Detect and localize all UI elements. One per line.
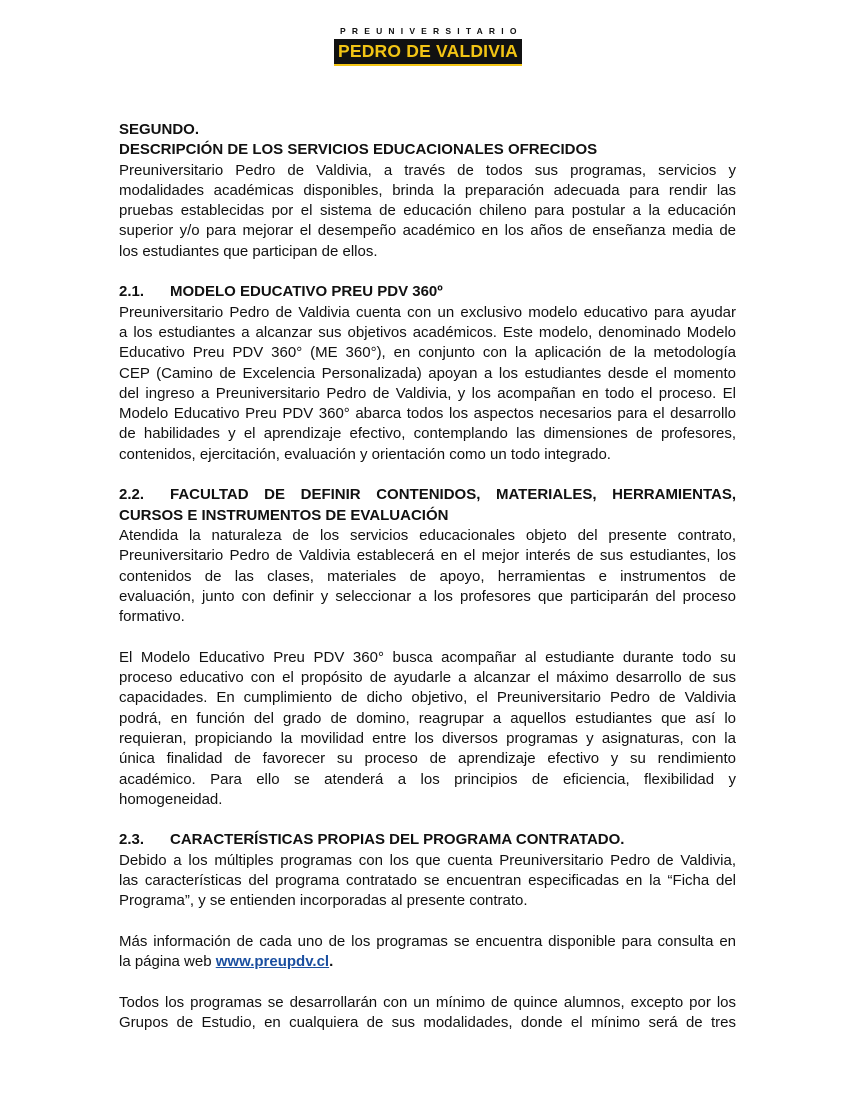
more-info-line-2: la página web www.preupdv.cl.	[119, 953, 334, 971]
heading-2-2: 2.2. FACULTAD DE DEFINIR CONTENIDOS, MATERIALES, HERRAMIENTAS,	[119, 486, 736, 504]
text-line: modalidades académicas disponibles, brinda la preparación adecuada para rendir las	[119, 181, 736, 199]
heading-2-3: 2.3. CARACTERÍSTICAS PROPIAS DEL PROGRAMA CONTRATADO.	[119, 831, 625, 849]
paragraph-todos	[119, 993, 736, 1034]
text-line: Programa”, y se entienden incorporadas al presente contrato.	[119, 892, 528, 910]
text-line: académico. Para ello se atenderá a los principios de eficiencia, flexibilidad y	[119, 770, 736, 788]
text-line: CEP (Camino de Excelencia Personalizada) apoyan a los estudiantes desde el momento	[119, 364, 736, 382]
text-line: podrá, en función del grado de domino, reagrupar a aquellos estudiantes que así lo	[119, 709, 736, 727]
paragraph-2-2	[119, 526, 736, 627]
more-info-line: Más información de cada uno de los programas se encuentra disponible para consulta en	[119, 932, 736, 950]
text-line: Preuniversitario Pedro de Valdivia establecerá en el mejor interés de sus estudiantes, los	[119, 547, 736, 565]
text-line: El Modelo Educativo Preu PDV 360° busca acompañar al estudiante durante todo su	[119, 648, 736, 666]
document-body	[119, 120, 736, 1033]
text-line: Educativo Preu PDV 360° (ME 360°), en conjunto con la aplicación de la metodología	[119, 344, 736, 362]
website-link[interactable]: www.preupdv.cl	[215, 953, 330, 971]
text-line: de habilidades y el aprendizaje efectivo, contemplando las dimensiones de profesores,	[119, 425, 736, 443]
text-line: Grupos de Estudio, en cualquiera de sus modalidades, donde el mínimo será de tres	[119, 1014, 736, 1032]
text-line: formativo.	[119, 608, 185, 626]
text-line: Preuniversitario Pedro de Valdivia cuenta con un exclusivo modelo educativo para ayudar	[119, 303, 736, 321]
text-line: superior y/o para mejorar el desempeño académico en los años de enseñanza media de	[119, 222, 736, 240]
text-line: contenidos de las clases, materiales de apoyo, herramientas e instrumentos de	[119, 567, 736, 585]
heading-2-2-cont: CURSOS E INSTRUMENTOS DE EVALUACIÓN	[119, 506, 449, 524]
logo-top-text: PREUNIVERSITARIO	[340, 26, 523, 36]
text-line: a los estudiantes a alcanzar sus objetivos académicos. Este modelo, denominado Modelo	[119, 323, 736, 341]
text-line: las características del programa contratado se encuentran especificadas en la “Ficha del	[119, 871, 736, 889]
text-line: contenidos, ejercitación, evaluación y orientación como un todo integrado.	[119, 445, 611, 463]
text-line: homogeneidad.	[119, 790, 223, 808]
logo-main-text: PEDRO DE VALDIVIA	[334, 39, 522, 66]
text-line: capacidades. En cumplimiento de dicho objetivo, el Preuniversitario Pedro de Valdivia	[119, 689, 736, 707]
text-line: pruebas establecidas por el sistema de educación chileno para postular a la educación	[119, 202, 736, 220]
paragraph-2-3	[119, 851, 736, 912]
section-subheading: DESCRIPCIÓN DE LOS SERVICIOS EDUCACIONALES OFRECIDOS	[119, 141, 598, 159]
text-line: Atendida la naturaleza de los servicios educacionales objeto del presente contrato,	[119, 526, 736, 544]
text-line: Modelo Educativo Preu PDV 360° abarca todos los aspectos necesarios para el desarrollo	[119, 405, 736, 423]
heading-2-1: 2.1. MODELO EDUCATIVO PREU PDV 360º	[119, 283, 443, 301]
text-line: Preuniversitario Pedro de Valdivia, a través de todos sus programas, servicios y	[119, 161, 736, 179]
text-line: requieran, propiciando la movilidad entre los diversos programas y asignaturas, con la	[119, 729, 736, 747]
text-line: Debido a los múltiples programas con los que cuenta Preuniversitario Pedro de Valdivia,	[119, 851, 736, 869]
text-line: proceso educativo con el propósito de ayudarle a alcanzar el máximo desarrollo de sus	[119, 669, 736, 687]
text-line: evaluación, junto con definir y seleccionar a los profesores que participarán del proceso	[119, 587, 736, 605]
intro-paragraph	[119, 161, 736, 262]
paragraph-2-2-b	[119, 648, 736, 810]
logo	[334, 26, 522, 66]
text-line: los estudiantes que participan de ellos.	[119, 242, 378, 260]
text-line: Todos los programas se desarrollarán con un mínimo de quince alumnos, excepto por los	[119, 993, 736, 1011]
paragraph-2-1	[119, 303, 736, 465]
text-line: del ingreso a Preuniversitario Pedro de Valdivia, y los acompañan en todo el proceso. El	[119, 384, 736, 402]
text-line: única finalidad de favorecer su proceso de aprendizaje efectivo y su rendimiento	[119, 750, 736, 768]
section-heading: SEGUNDO.	[119, 121, 200, 138]
